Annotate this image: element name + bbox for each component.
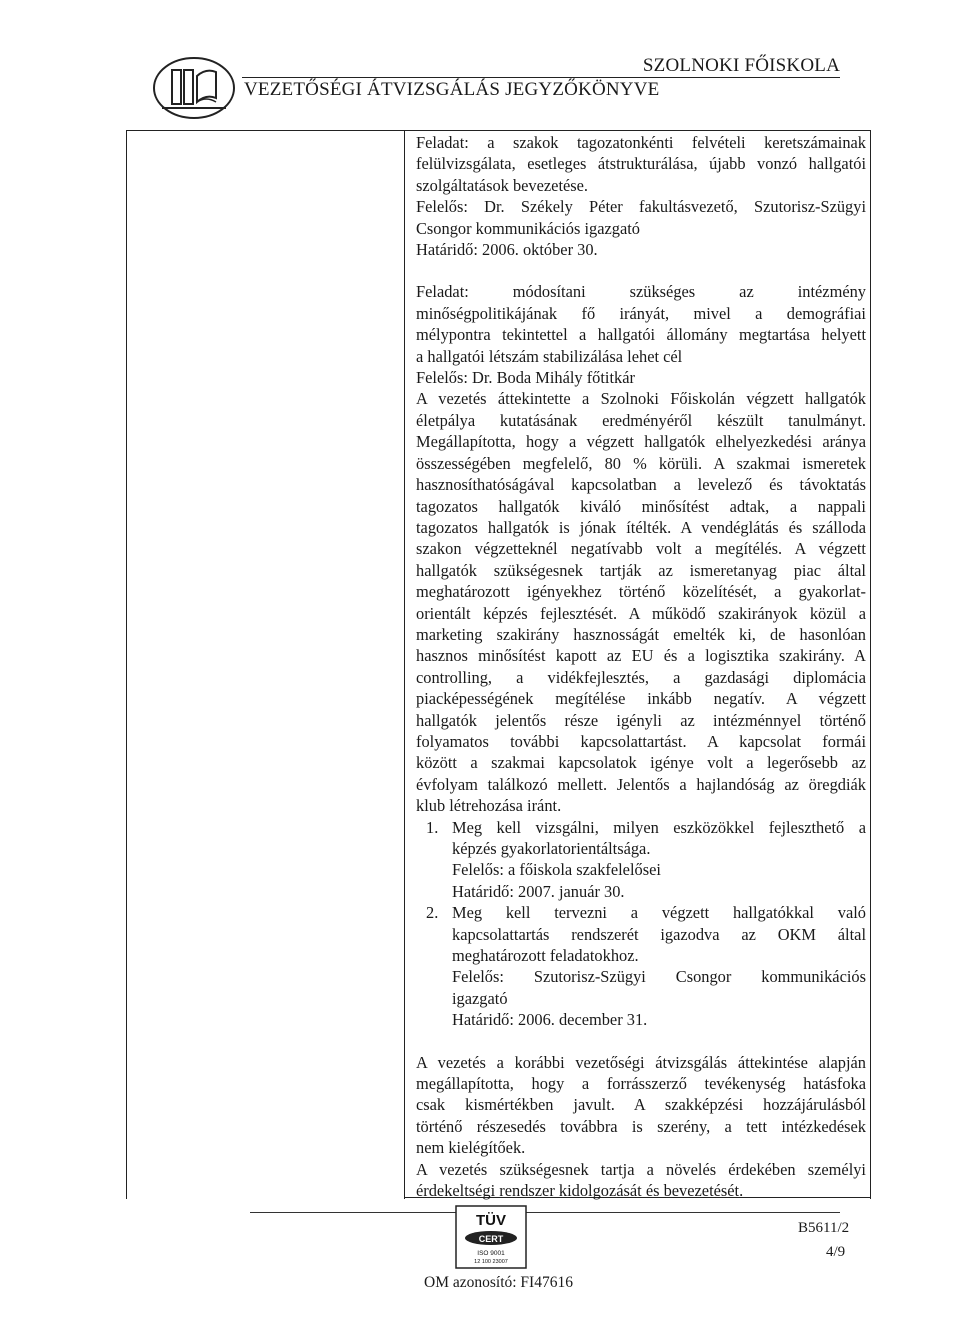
closing-line: csak kismértékben javult. A szakképzési hozzájárulásból <box>416 1095 866 1115</box>
cert-text: CERT <box>478 1234 504 1244</box>
om-identifier: OM azonosító: FI47616 <box>424 1274 573 1291</box>
task2-line: mélypontra tekintettel a hallgatói állomány megtartása helyett <box>416 325 866 345</box>
review-line: hasznos minősítést kapott az EU és a logisztika szakirány. A <box>416 646 866 666</box>
list-item-responsible: Felelős: a főiskola szakfelelősei <box>452 860 661 880</box>
review-line: tagozatos hallgatók is jónak ítélték. A vendéglátás és szálloda <box>416 517 866 537</box>
review-line: tagozatos hallgatók kiváló minősítést adtak, a nappali <box>416 496 866 516</box>
closing-line: A vezetés szükségesnek tartja a növelés érdekében személyi <box>416 1159 866 1179</box>
task2-responsible: Felelős: Dr. Boda Mihály főtitkár <box>416 368 635 388</box>
list-item-responsible: Felelős: Szutorisz-Szügyi Csongor kommunikációs <box>452 967 866 987</box>
school-name: SZOLNOKI FŐISKOLA <box>642 55 840 76</box>
closing-line: nem kielégítőek. <box>416 1138 526 1158</box>
page-number: 4/9 <box>826 1244 846 1260</box>
task1-responsible-cont: Csongor kommunikációs igazgató <box>416 218 640 238</box>
review-line: meghatározott igényekhez történő közelítését, a gyakorlat- <box>416 582 866 602</box>
registration-text: 12 100 23007 <box>474 1259 508 1265</box>
task1-responsible: Felelős: Dr. Székely Péter fakultásvezető, Szutorisz-Szügyi <box>416 197 866 217</box>
review-line: A vezetés áttekintette a Szolnoki Főiskolán végzett hallgatók <box>416 389 866 409</box>
review-line: hallgatók jelentős része igényli az intézménnyel történő <box>416 710 866 730</box>
review-line: életpálya kutatásának eredményéről készült tanulmányt. <box>416 410 866 430</box>
list-item-line: kapcsolattartás rendszerét igazodva az OKM által <box>452 924 866 944</box>
task1-line: szolgáltatások bevezetése. <box>416 175 589 195</box>
task1-deadline: Határidő: 2006. október 30. <box>416 240 598 260</box>
numbered-list <box>416 817 866 1031</box>
task2-line: Feladat: módosítani szükséges az intézmény <box>416 282 866 302</box>
tuv-cert-logo-icon <box>455 1205 527 1269</box>
list-item-deadline: Határidő: 2006. december 31. <box>452 1010 648 1030</box>
header-rule <box>242 77 840 78</box>
list-item-number: 1. <box>426 817 439 837</box>
list-item <box>416 817 866 903</box>
review-line: hallgatók szükségesnek tartják az ismeretanyag piac által <box>416 560 866 580</box>
document-title: VEZETŐSÉGI ÁTVIZSGÁLÁS JEGYZŐKÖNYVE <box>244 79 660 100</box>
column-divider <box>404 130 405 1199</box>
review-line: között a szakmai kapcsolatok igénye volt a legerősebb az <box>416 753 866 773</box>
task1-line: Feladat: a szakok tagozatonkénti felvételi keretszámainak <box>416 133 866 152</box>
review-line: klub létrehozása iránt. <box>416 796 562 816</box>
task-block-2 <box>416 281 866 388</box>
closing-line: megállapította, hogy a forrásszerző tevékenység hatásfoka <box>416 1074 866 1094</box>
list-item-line: meghatározott feladatokhoz. <box>452 946 639 966</box>
review-line: orientált képzés fejlesztését. A működő szakirányok közül a <box>416 603 866 623</box>
list-item-deadline: Határidő: 2007. január 30. <box>452 881 625 901</box>
iso-text: ISO 9001 <box>477 1250 505 1257</box>
school-logo-icon <box>150 52 238 124</box>
task-block-1 <box>416 132 866 260</box>
review-line: évfolyam találkozó mellett. Jelentős a hajlandóság az öregdiák <box>416 774 866 794</box>
review-line: Megállapította, hogy a végzett hallgatók elhelyezkedési aránya <box>416 432 866 452</box>
list-item-number: 2. <box>426 903 439 923</box>
tuv-text: TÜV <box>476 1212 506 1229</box>
review-line: összességében megfelelő, 80 % körüli. A szakmai ismeretek <box>416 453 866 473</box>
review-line: folyamatos további kapcsolattartást. A kapcsolat formái <box>416 731 866 751</box>
review-line: piacképességének megítélése inkább negatív. A végzett <box>416 689 866 709</box>
list-item-line: képzés gyakorlatorientáltsága. <box>452 839 651 858</box>
closing-paragraph <box>416 1052 866 1202</box>
task1-line: felülvizsgálata, esetleges átstrukturálása, újabb vonzó hallgatói <box>416 154 866 174</box>
closing-line: A vezetés a korábbi vezetőségi átvizsgálás áttekintése alapján <box>416 1052 866 1072</box>
list-item <box>416 902 866 1030</box>
footer-rule <box>250 1212 840 1213</box>
document-code: B5611/2 <box>798 1220 850 1236</box>
content-cell <box>416 132 866 1202</box>
list-item-responsible-cont: igazgató <box>452 988 508 1008</box>
list-item-line: Meg kell vizsgálni, milyen eszközökkel fejleszthető a <box>452 817 866 837</box>
task2-line: minőségpolitikájának fő irányát, mivel a demográfiai <box>416 303 866 323</box>
closing-line: érdekeltségi rendszer kidolgozását és bevezetését. <box>416 1181 744 1201</box>
list-item-line: Meg kell tervezni a végzett hallgatókkal való <box>452 903 866 923</box>
task2-line: a hallgatói létszám stabilizálása lehet cél <box>416 346 683 366</box>
review-line: controlling, a vidékfejlesztés, a gazdasági diplomácia <box>416 667 866 687</box>
review-line: hasznosíthatóságával kapcsolatban a levelező és távoktatás <box>416 475 866 495</box>
review-line: szakon végzetteknél negatívabb volt a megítélés. A végzett <box>416 539 866 559</box>
review-line: marketing szakirány hasznosságát emelték ki, de hasonlóan <box>416 624 866 644</box>
review-paragraph <box>416 388 866 816</box>
closing-line: történő részesedés továbbra is szerény, a tett intézkedések <box>416 1116 866 1136</box>
